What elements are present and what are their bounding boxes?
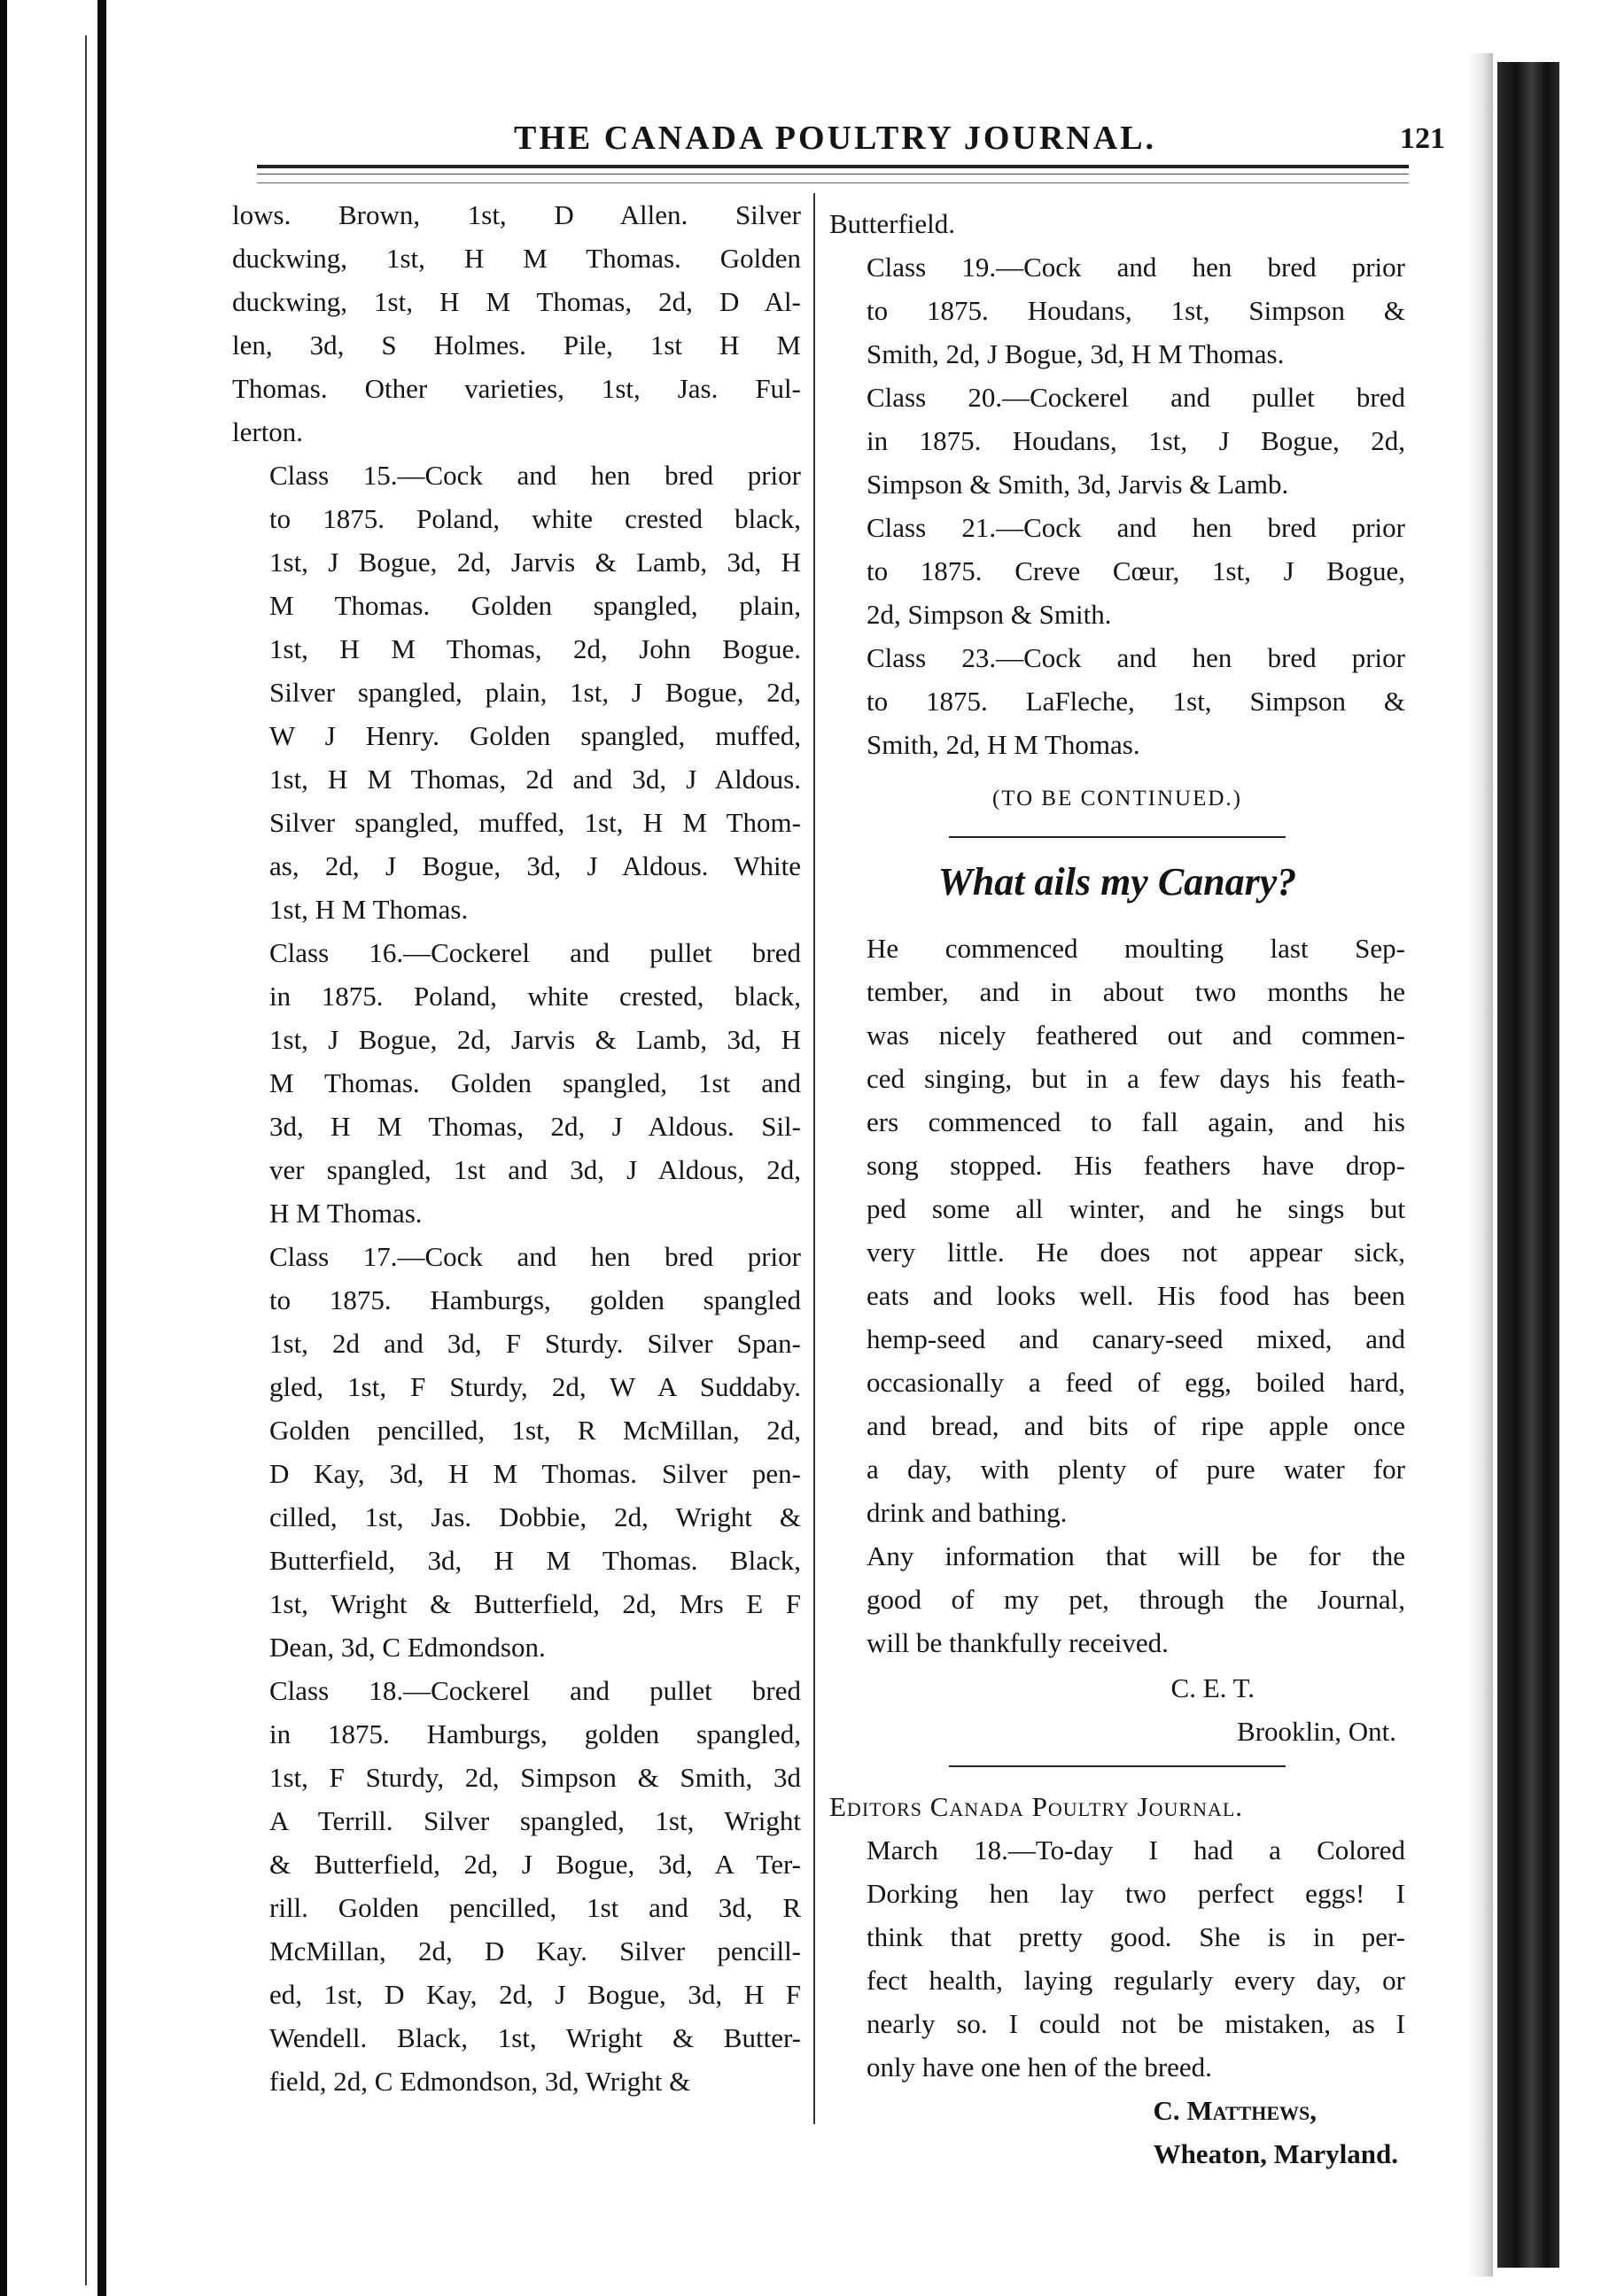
text-line: Smith, 2d, J Bogue, 3d, H M Thomas. [867,338,1285,369]
text-line: occasionally a feed of egg, boiled hard, [867,1367,1405,1398]
text-line: Butterfield, 3d, H M Thomas. Black, [269,1545,801,1576]
text-line: Class 19.—Cock and hen bred prior [867,252,1405,283]
text-line: fect health, laying regularly every day, or [867,1965,1405,1996]
section-separator [949,836,1286,838]
article-title: What ails my Canary? [937,860,1297,904]
text-line: rill. Golden pencilled, 1st and 3d, R [269,1892,801,1923]
journal-title: THE CANADA POULTRY JOURNAL. [514,120,1157,157]
text-line: M Thomas. Golden spangled, plain, [269,590,801,621]
article-signature: C. E. T. [1170,1672,1255,1703]
text-line: as, 2d, J Bogue, 3d, J Aldous. White [269,850,801,881]
prize-list-continuation [829,202,1405,766]
binding-gutter [97,0,106,2296]
text-line: duckwing, 1st, H M Thomas, 2d, D Al- [232,286,801,317]
header-rule-secondary [257,174,1409,175]
letter-signature: C. Matthews, [1153,2095,1317,2126]
paragraph [232,931,801,1235]
paragraph [829,376,1405,506]
text-line: hemp-seed and canary-seed mixed, and [867,1323,1405,1354]
text-line: Class 17.—Cock and hen bred prior [269,1241,801,1272]
text-line: in 1875. Poland, white crested, black, [269,981,801,1012]
text-line: gled, 1st, F Sturdy, 2d, W A Suddaby. [269,1371,801,1402]
text-line: to 1875. Houdans, 1st, Simpson & [867,295,1405,326]
text-line: A Terrill. Silver spangled, 1st, Wright [269,1805,801,1836]
text-line: Butterfield. [829,208,956,239]
text-line: very little. He does not appear sick, [867,1237,1405,1268]
text-line: D Kay, 3d, H M Thomas. Silver pen- [269,1458,801,1489]
binding-line [85,35,87,2285]
letter-salutation: Editors Canada Poultry Journal. [829,1791,1244,1822]
text-line: 1st, J Bogue, 2d, Jarvis & Lamb, 3d, H [269,1024,801,1055]
text-line: ped some all winter, and he sings but [867,1193,1405,1224]
scan-left-edge [0,0,7,2296]
text-line: drink and bathing. [867,1497,1068,1528]
paragraph [829,927,1405,1534]
text-line: 1st, Wright & Butterfield, 2d, Mrs E F [269,1588,801,1619]
letter-body [829,1828,1405,2089]
text-line: think that pretty good. She is in per- [867,1921,1405,1952]
text-line: lows. Brown, 1st, D Allen. Silver [232,199,801,230]
paragraph [829,245,1405,376]
text-line: song stopped. His feathers have drop- [867,1150,1405,1181]
to-be-continued: (TO BE CONTINUED.) [991,787,1243,811]
text-line: Class 23.—Cock and hen bred prior [867,642,1405,673]
text-line: W J Henry. Golden spangled, muffed, [269,720,801,751]
text-line: Thomas. Other varieties, 1st, Jas. Ful- [232,373,801,404]
text-line: 1st, H M Thomas, 2d and 3d, J Aldous. [269,764,801,795]
text-line: Class 15.—Cock and hen bred prior [269,460,801,491]
article-body [829,927,1405,1664]
paragraph [232,1669,801,2103]
text-line: Dean, 3d, C Edmondson. [269,1632,546,1663]
text-line: ced singing, but in a few days his feath- [867,1063,1405,1094]
text-line: nearly so. I could not be mistaken, as I [867,2008,1405,2039]
text-line: duckwing, 1st, H M Thomas. Golden [232,243,801,274]
text-line: 1st, J Bogue, 2d, Jarvis & Lamb, 3d, H [269,547,801,578]
article-location: Brooklin, Ont. [1237,1716,1396,1747]
text-line: Class 20.—Cockerel and pullet bred [867,382,1405,413]
text-line: to 1875. LaFleche, 1st, Simpson & [867,686,1405,717]
paragraph [829,636,1405,766]
text-line: & Butterfield, 2d, J Bogue, 3d, A Ter- [269,1849,801,1880]
text-line: Golden pencilled, 1st, R McMillan, 2d, [269,1415,801,1446]
header-rule-tertiary [257,182,1409,183]
text-line: March 18.—To-day I had a Colored [867,1834,1405,1866]
section-separator [949,1765,1286,1767]
left-column [232,193,801,2103]
text-line: 1st, 2d and 3d, F Sturdy. Silver Span- [269,1328,801,1359]
text-line: Any information that will be for the [867,1540,1405,1571]
text-line: Class 16.—Cockerel and pullet bred [269,937,801,968]
right-column [829,202,1405,2176]
text-line: Class 18.—Cockerel and pullet bred [269,1675,801,1706]
text-line: and bread, and bits of ripe apple once [867,1410,1405,1441]
text-line: was nicely feathered out and commen- [867,1020,1405,1051]
text-line: Wendell. Black, 1st, Wright & Butter- [269,2022,801,2053]
text-line: in 1875. Hamburgs, golden spangled, [269,1718,801,1749]
text-line: Silver spangled, muffed, 1st, H M Thom- [269,807,801,838]
text-line: M Thomas. Golden spangled, 1st and [269,1067,801,1098]
text-line: field, 2d, C Edmondson, 3d, Wright & [269,2066,691,2097]
page-right-edge [1497,62,1559,2268]
text-line: 1st, H M Thomas. [269,894,469,925]
text-line: lerton. [232,416,304,447]
text-line: 1st, H M Thomas, 2d, John Bogue. [269,633,801,664]
text-line: McMillan, 2d, D Kay. Silver pencill- [269,1935,801,1966]
header-rule [257,165,1409,168]
text-line: ers commenced to fall again, and his [867,1106,1405,1137]
text-line: to 1875. Creve Cœur, 1st, J Bogue, [867,555,1405,586]
text-line: will be thankfully received. [867,1627,1169,1658]
text-line: a day, with plenty of pure water for [867,1454,1405,1485]
letter-location: Wheaton, Maryland. [1153,2138,1398,2169]
page-number: 121 [1400,122,1445,155]
text-line: ed, 1st, D Kay, 2d, J Bogue, 3d, H F [269,1979,801,2010]
page-curl-shadow [1466,53,1493,2277]
paragraph [232,1235,801,1669]
text-line: Dorking hen lay two perfect eggs! I [867,1878,1405,1909]
column-divider [813,193,815,2124]
text-line: Class 21.—Cock and hen bred prior [867,512,1405,543]
text-line: cilled, 1st, Jas. Dobbie, 2d, Wright & [269,1501,801,1532]
paragraph [829,506,1405,636]
text-line: good of my pet, through the Journal, [867,1584,1405,1615]
text-line: 2d, Simpson & Smith. [867,599,1112,630]
paragraph [232,454,801,931]
paragraph [829,1534,1405,1664]
text-line: He commenced moulting last Sep- [867,933,1405,964]
text-line: H M Thomas. [269,1198,423,1229]
paragraph [232,193,801,454]
text-line: 1st, F Sturdy, 2d, Simpson & Smith, 3d [269,1762,801,1793]
text-line: eats and looks well. His food has been [867,1280,1405,1311]
text-line: Silver spangled, plain, 1st, J Bogue, 2d, [269,677,801,708]
text-line: Smith, 2d, H M Thomas. [867,729,1140,760]
text-line: 3d, H M Thomas, 2d, J Aldous. Sil- [269,1111,801,1142]
text-line: Simpson & Smith, 3d, Jarvis & Lamb. [867,469,1289,500]
text-line: to 1875. Hamburgs, golden spangled [269,1284,801,1315]
text-line: in 1875. Houdans, 1st, J Bogue, 2d, [867,425,1405,456]
paragraph [829,202,1405,245]
text-line: tember, and in about two months he [867,976,1405,1007]
text-line: only have one hen of the breed. [867,2052,1212,2083]
text-line: len, 3d, S Holmes. Pile, 1st H M [232,330,801,361]
text-line: to 1875. Poland, white crested black, [269,503,801,534]
text-line: ver spangled, 1st and 3d, J Aldous, 2d, [269,1154,801,1185]
